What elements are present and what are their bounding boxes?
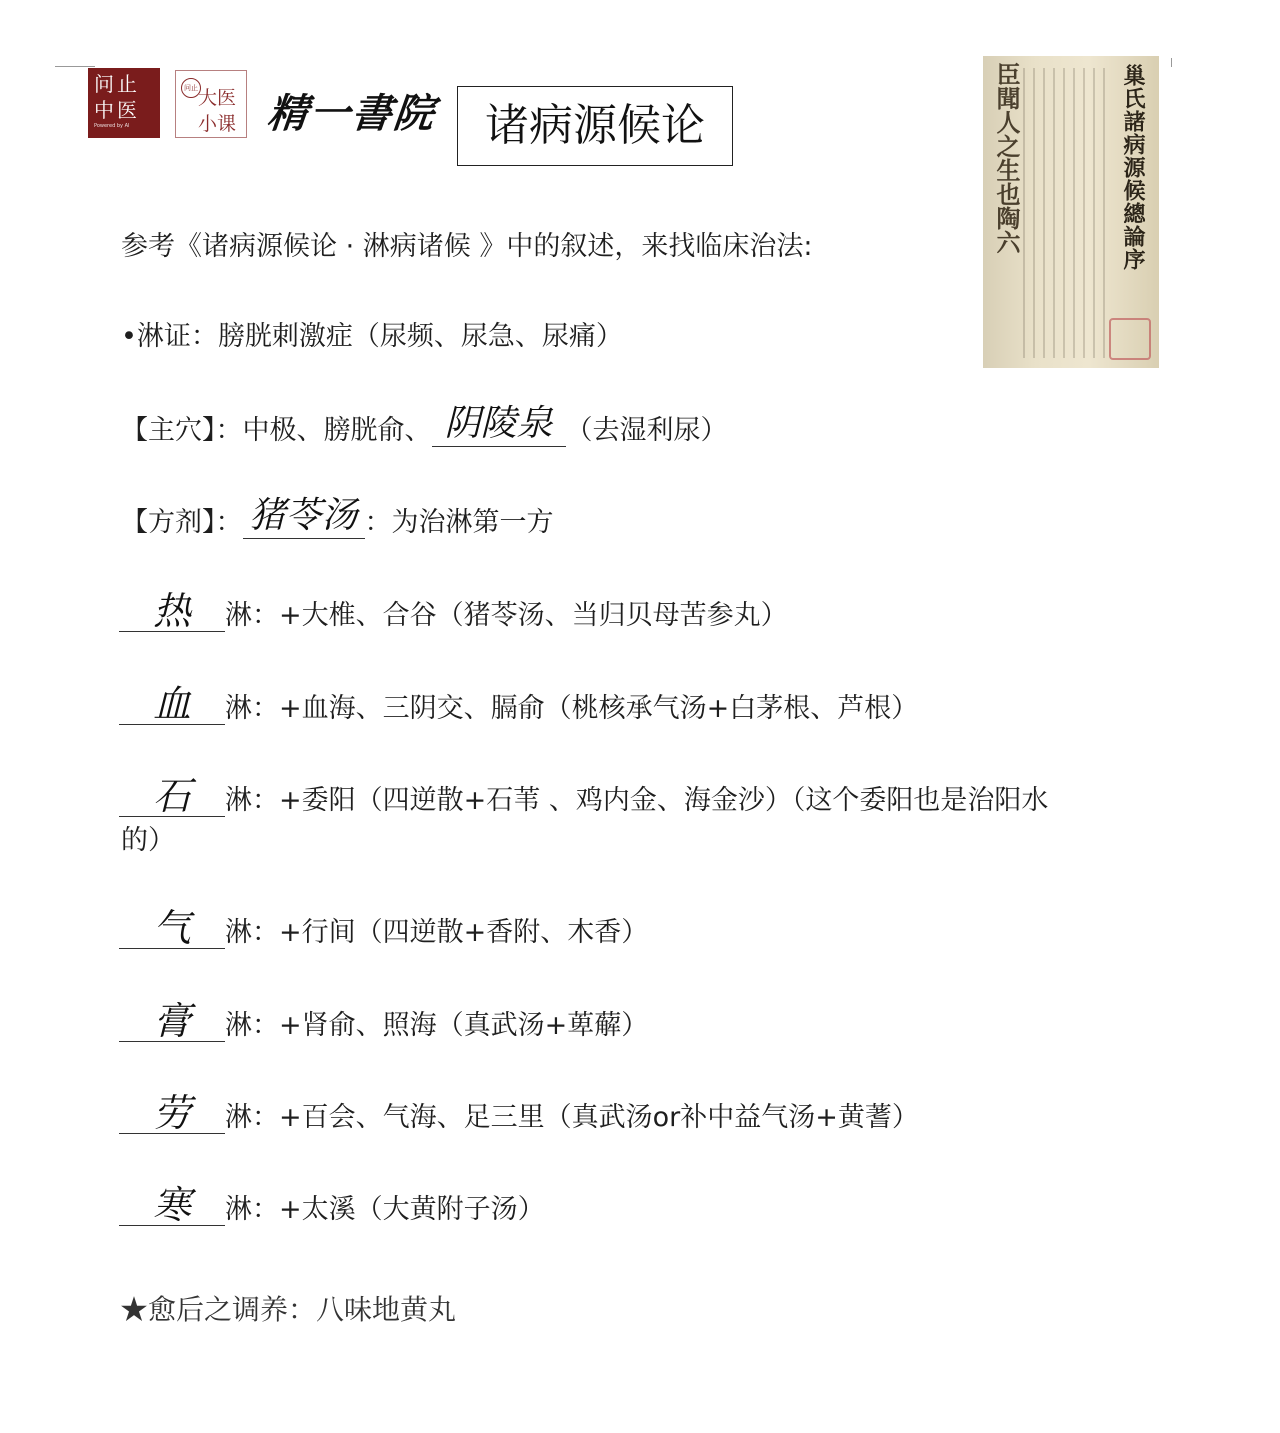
lin-blank [119,589,225,633]
lin-row-stone [119,774,1049,818]
lin-text: 淋：+行间（四逆散+香附、木香） [225,917,649,948]
lin-blank [119,774,225,818]
lin-text: 淋：+肾俞、照海（真武汤+萆薢） [225,1010,649,1041]
lin-row-stone-continuation: 的） [121,825,175,856]
scan-right-column: 巢氏諸病源候總論序 [1120,64,1146,271]
lin-row-paste [119,999,649,1043]
lin-blank [119,1183,225,1227]
intro-text: 参考《诸病源候论 · 淋病诸候 》中的叙述，来找临床治法: [121,231,813,262]
lin-handwritten: 血 [152,682,191,726]
formula-suffix: ：为治淋第一方 [364,507,554,538]
aftercare-note: ★愈后之调养：八味地黄丸 [120,1293,457,1326]
logo2-line1: 大医 [198,87,237,109]
logo1-line1: 问止 [94,72,140,96]
calligraphy-logo: 精一書院 [265,90,439,137]
scan-left-column: 臣聞人之生也陶六 [992,62,1021,254]
dayi-xiaoke-logo [175,70,247,138]
main-points-line [121,403,728,447]
formula-handwritten: 猪苓汤 [249,495,358,536]
corner-tick [1171,58,1172,67]
lin-row-cold [119,1183,545,1227]
formula-line [121,495,554,539]
logo2-line2: 小课 [198,113,237,135]
main-points-handwritten: 阴陵泉 [444,403,553,444]
lin-text: 淋：+大椎、合谷（猪苓汤、当归贝母苦参丸） [225,600,788,631]
lin-handwritten: 劳 [152,1091,191,1135]
header-rule [55,66,95,67]
lin-row-heat [119,589,788,633]
seal-stamp [1109,318,1151,360]
lin-row-blood [119,682,919,726]
lin-row-fatigue [119,1091,919,1135]
formula-blank [243,495,365,539]
lin-blank [119,999,225,1043]
logo1-small: Powered by AI [94,123,130,129]
lin-handwritten: 热 [152,589,191,633]
lin-handwritten: 寒 [152,1183,191,1227]
ancient-book-scan [983,56,1159,368]
wenzhi-logo [88,68,160,138]
scan-text-lines [1023,68,1111,358]
lin-text: 淋：+百会、气海、足三里（真武汤or补中益气汤+黄蓍） [225,1102,919,1133]
lin-text: 淋：+委阳（四逆散+石苇 、鸡内金、海金沙）（这个委阳也是治阳水 [225,785,1049,816]
lin-handwritten: 膏 [152,999,191,1043]
logo1-line2: 中医 [94,98,140,122]
lin-row-qi [119,906,649,950]
page-title: 诸病源候论 [457,86,733,166]
syndrome-line: •淋证：膀胱刺激症（尿频、尿急、尿痛） [121,321,623,352]
logo2-seal: 问止 [181,78,201,98]
lin-text: 淋：+血海、三阴交、膈俞（桃核承气汤+白茅根、芦根） [225,693,919,724]
lin-text: 淋：+太溪（大黄附子汤） [225,1194,545,1225]
lin-handwritten: 石 [152,774,191,818]
lin-blank [119,906,225,950]
lin-blank [119,682,225,726]
main-points-suffix: （去湿利尿） [565,415,728,446]
lin-blank [119,1091,225,1135]
main-points-blank [432,403,566,447]
lin-handwritten: 气 [152,906,191,950]
main-points-prefix: 【主穴】：中极、膀胱俞、 [121,415,432,446]
formula-prefix: 【方剂】： [121,507,243,538]
